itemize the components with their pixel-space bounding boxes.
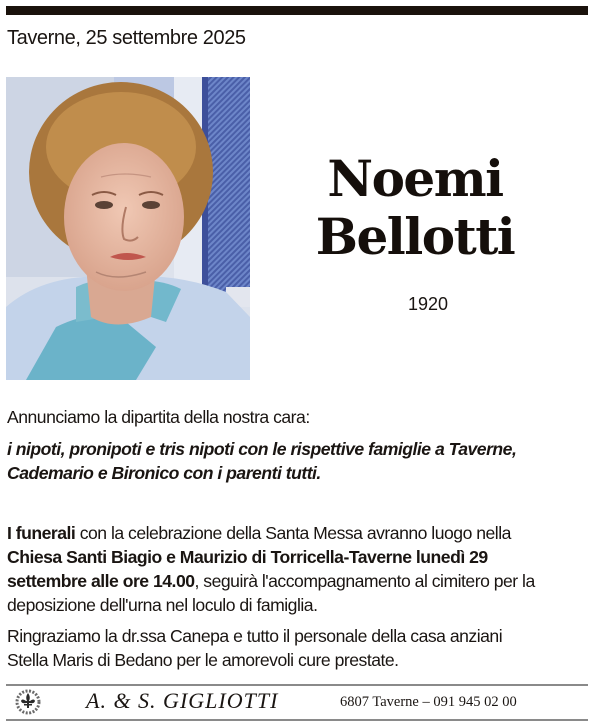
footer-rule-bottom: [6, 719, 588, 721]
deceased-name: [300, 150, 530, 266]
portrait-photo: [6, 77, 250, 380]
fleur-de-lis-wreath-icon: [14, 688, 42, 716]
funeral-home-name: A. & S. GIGLIOTTI: [86, 688, 279, 713]
funeral-text-1: con la celebrazione della Santa Messa avranno luogo nella: [75, 523, 511, 543]
church-name: Chiesa Santi Biagio e Maurizio di Torricella-Taverne: [7, 547, 412, 567]
portrait-image: [6, 77, 250, 380]
funeral-home-contact: 6807 Taverne – 091 945 02 00: [340, 694, 517, 710]
announcement-text: Annunciamo la dipartita della nostra cara:: [7, 407, 310, 427]
footer-rule-top: [6, 684, 588, 686]
funeral-date-time: lunedì 29 settembre alle ore 14.00: [7, 547, 488, 591]
dateline: Taverne, 25 settembre 2025: [7, 27, 246, 49]
funeral-lead: I funerali: [7, 523, 76, 543]
last-name: Bellotti: [315, 207, 515, 266]
first-name: Noemi: [327, 149, 503, 208]
family-mourners-text: i nipoti, pronipoti e tris nipoti con le rispettive famiglie a Taverne, Cademario e Bironico con i parenti tutti.: [7, 439, 517, 483]
birth-year: 1920: [407, 294, 449, 314]
funeral-details: [7, 521, 537, 617]
thanks-text: Ringraziamo la dr.ssa Canepa e tutto il personale della casa anziani Stella Maris di Bedano per le amorevoli cure prestate.: [7, 626, 503, 670]
funeral-text-3: , seguirà l'accompagnamento al cimitero per la deposizione dell'urna nel loculo di famiglia.: [7, 571, 535, 615]
top-rule-bar: [6, 6, 588, 15]
